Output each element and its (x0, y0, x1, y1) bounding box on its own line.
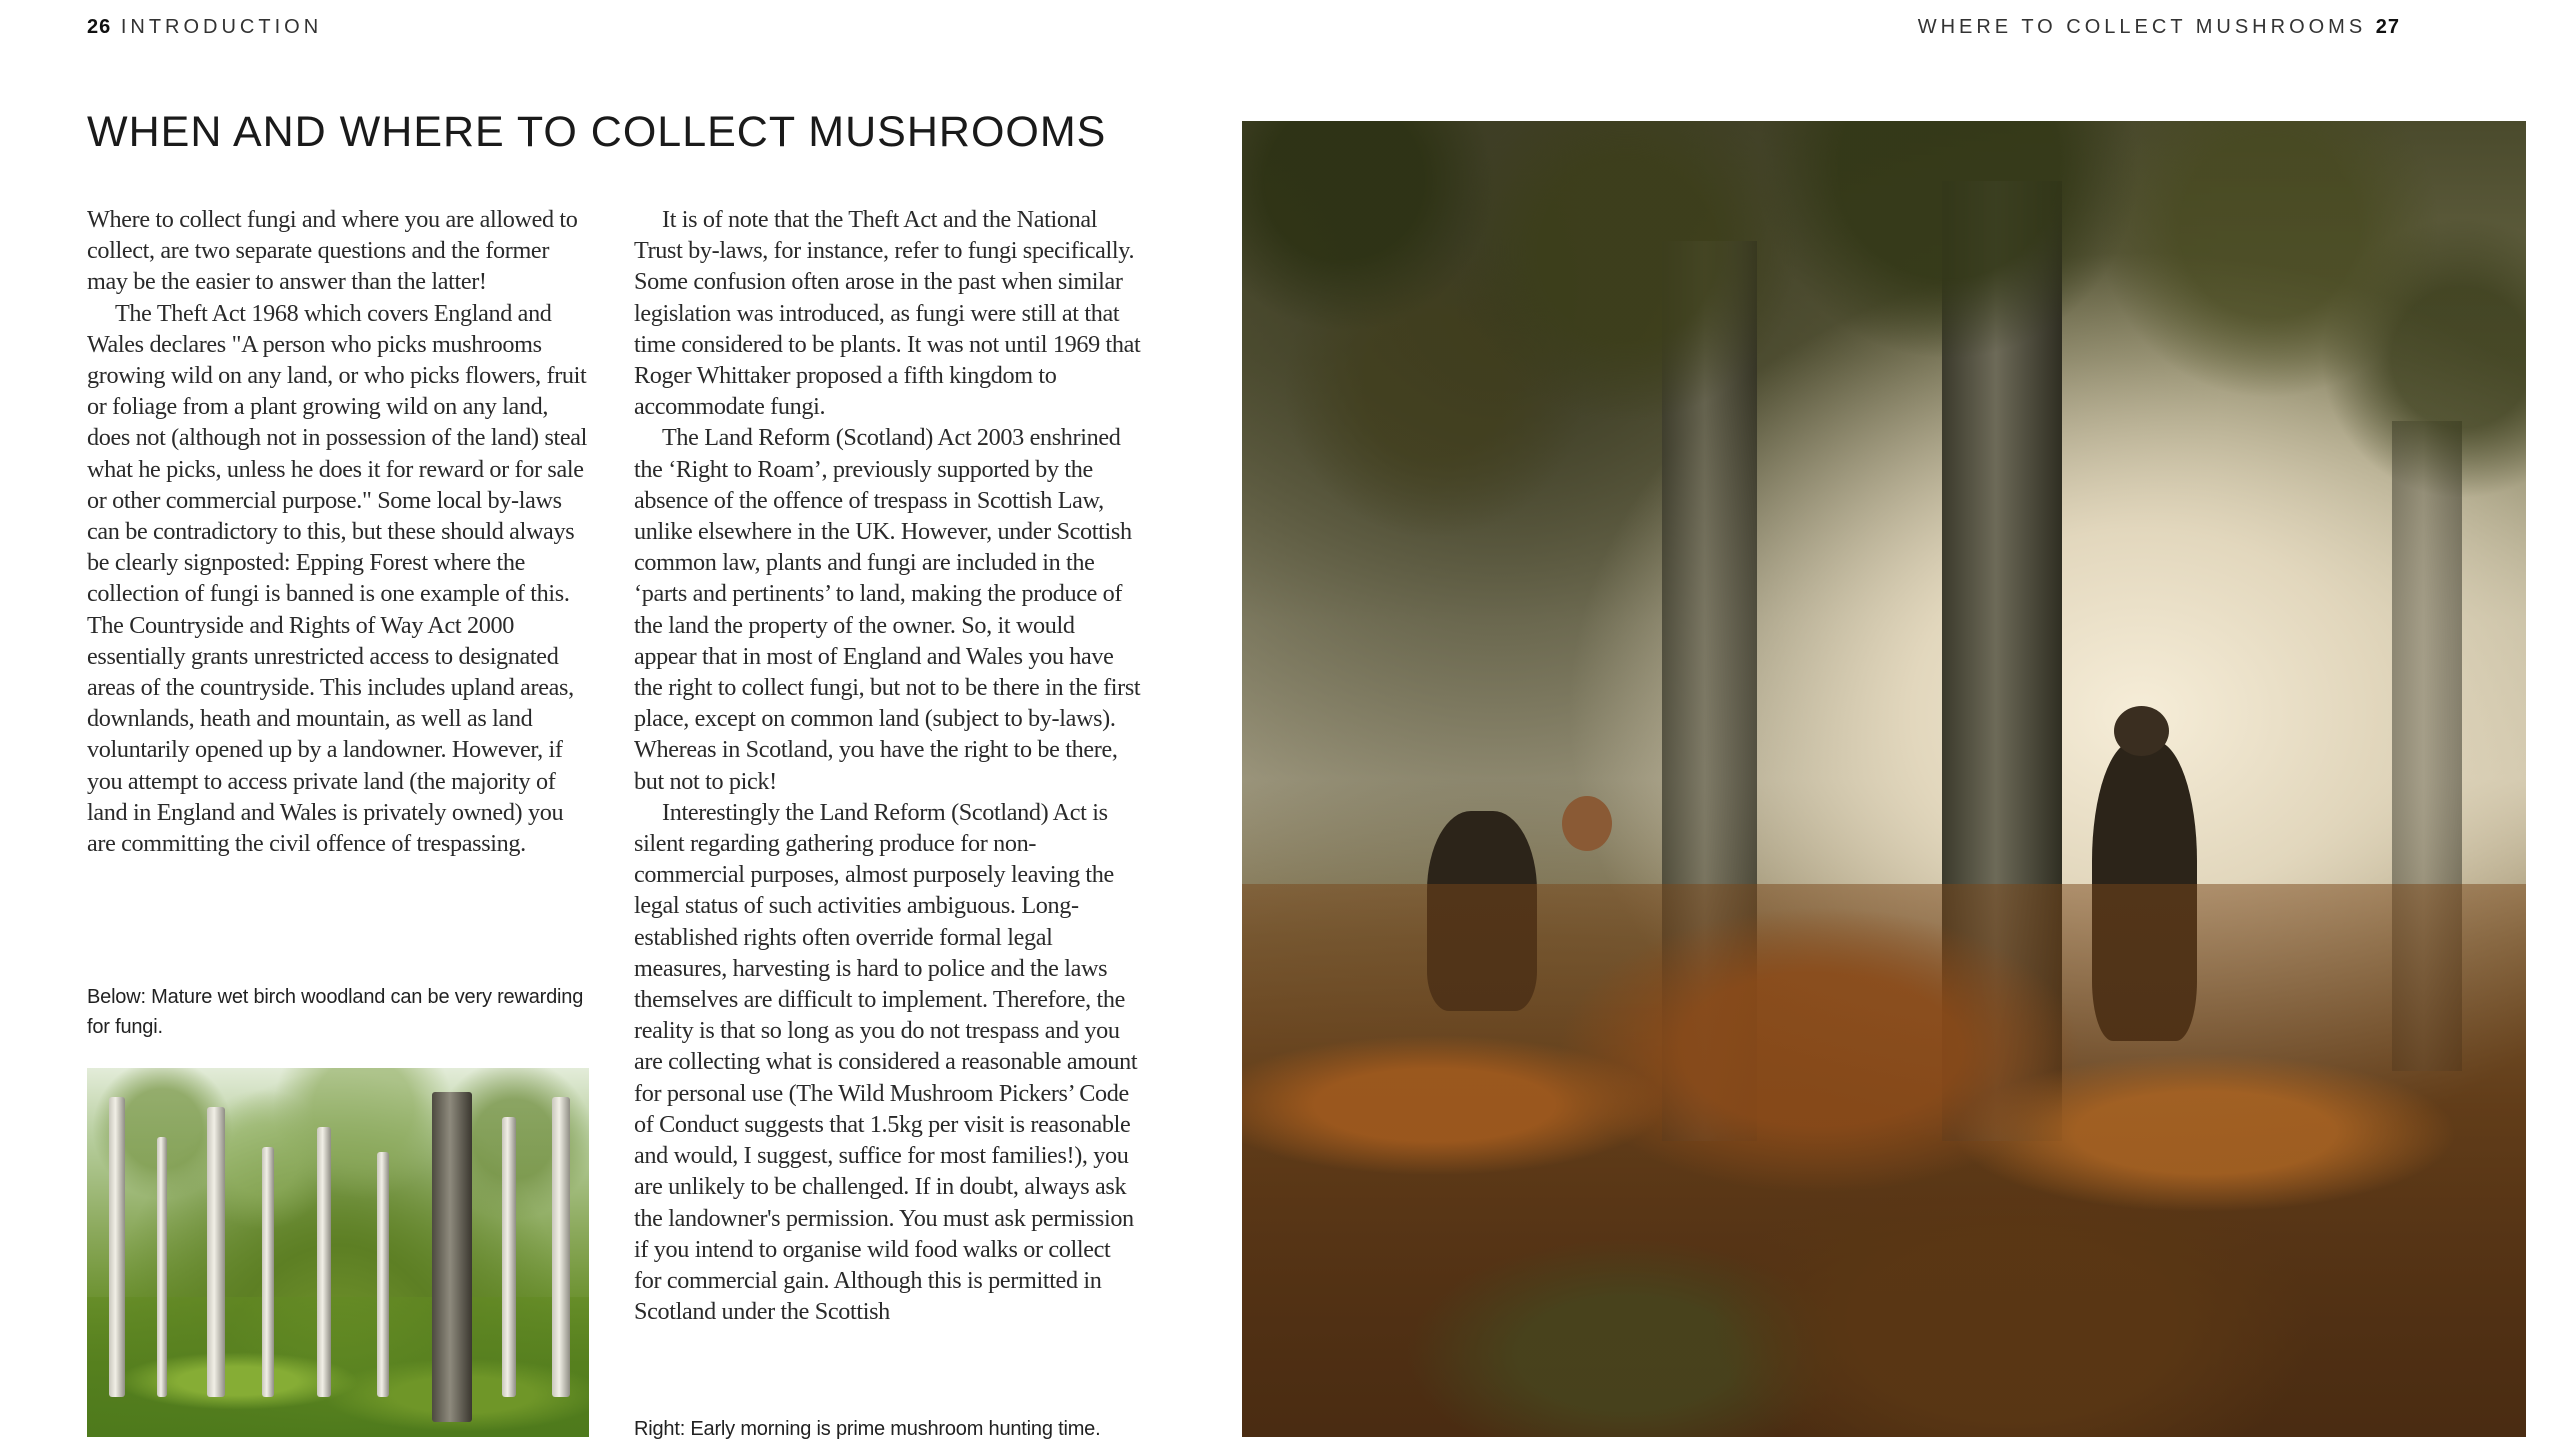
birch-trunk (377, 1152, 389, 1397)
person-head (2114, 706, 2169, 756)
birch-trunk (207, 1107, 225, 1397)
birch-trunk (552, 1097, 570, 1397)
paragraph: The Land Reform (Scotland) Act 2003 enshrined the ‘Right to Roam’, previously supported by the absence of the offence of trespass in Scottish Law, unlike elsewhere in the UK. However, under Scottish common law, plants and fungi are included in the ‘parts and pertinents’ to land, making the produce of the land the property of the owner. So, it would appear that in most of England and Wales you have the right to collect fungi, but not to be there in the first place, except on common land (subject to by-laws). Whereas in Scotland, you have the right to be there, but not to pick! (634, 424, 1141, 795)
birch-trunk (157, 1137, 167, 1397)
caption-birch-photo: Below: Mature wet birch woodland can be very rewarding for fungi. (87, 986, 584, 1038)
running-head-right (1918, 16, 2400, 39)
bracken-ferns (1242, 884, 2526, 1437)
birch-trunk (109, 1097, 125, 1397)
section-name-right: WHERE TO COLLECT MUSHROOMS (1917, 16, 2367, 38)
page-title: WHEN AND WHERE TO COLLECT MUSHROOMS (87, 108, 1107, 156)
page-number-left: 26 (87, 16, 112, 38)
section-name-left: INTRODUCTION (120, 16, 323, 38)
birch-trunk (432, 1092, 472, 1422)
paragraph: It is of note that the Theft Act and the National Trust by-laws, for instance, refer to fungi specifically. Some confusion often arose in the past when similar legislation was introduced, as fungi were still at that time considered to be plants. It was not until 1969 that Roger Whittaker proposed a fifth kingdom to accommodate fungi. (634, 206, 1141, 421)
text-column-2 (634, 204, 1142, 1327)
leaf-canopy (1242, 121, 2526, 713)
paragraph: Where to collect fungi and where you are allowed to collect, are two separate questions and the former may be the easier to answer than the latter! (87, 206, 578, 296)
person-head (1562, 796, 1612, 851)
caption-forest-photo: Right: Early morning is prime mushroom hunting time. (634, 1418, 1101, 1440)
paragraph: Interestingly the Land Reform (Scotland) Act is silent regarding gathering produce for non-commercial purposes, almost purposely leaving the legal status of such activities ambiguous. Long-established rights often override formal legal measures, harvesting is hard to police and the laws themselves are difficult to implement. Therefore, the reality is that so long as you do not trespass and you are collecting what is considered a reasonable amount for personal use (The Wild Mushroom Pickers’ Code of Conduct suggests that 1.5kg per visit is reasonable and would, I suggest, suffice for most families!), you are unlikely to be challenged. If in doubt, always ask the landowner's permission. You must ask permission if you intend to organise wild food walks or collect for commercial gain. Although this is permitted in Scotland under the Scottish (634, 798, 1138, 1326)
forest-mushroom-hunters-photo (1242, 121, 2526, 1437)
paragraph: The Theft Act 1968 which covers England and Wales declares "A person who picks mushrooms growing wild on any land, or who picks flowers, fruit or foliage from a plant growing wild on any land, does not (although not in possession of the land) steal what he picks, unless he does it for reward or for sale or other commercial purpose." Some local by-laws can be contradictory to this, but these should always be clearly signposted: Epping Forest where the collection of fungi is banned is one example of this. The Countryside and Rights of Way Act 2000 essentially grants unrestricted access to designated areas of the countryside. This includes upland areas, downlands, heath and mountain, as well as land voluntarily opened up by a landowner. However, if you attempt to access private land (the majority of land in England and Wales is privately owned) you are committing the civil offence of trespassing. (87, 299, 588, 858)
birch-woodland-photo (87, 1068, 589, 1437)
birch-trunk (317, 1127, 331, 1397)
page-number-right: 27 (2375, 16, 2400, 38)
birch-trunk (262, 1147, 274, 1397)
running-head-left (87, 16, 322, 39)
text-column-1 (87, 204, 595, 859)
birch-trunk (502, 1117, 516, 1397)
